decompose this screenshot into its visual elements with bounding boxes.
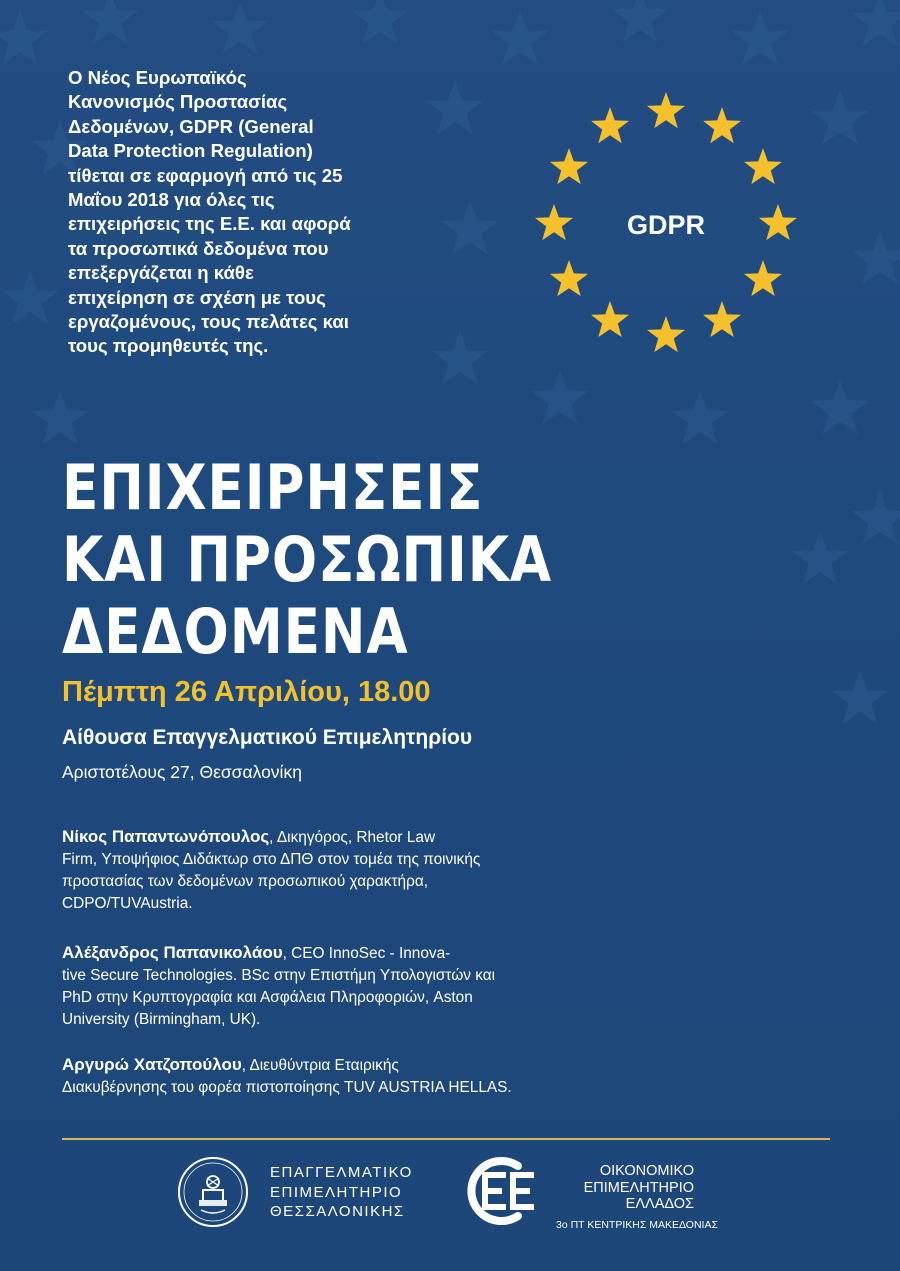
background-star-icon <box>731 10 788 64</box>
background-star-icon <box>81 0 138 44</box>
speaker-first-line <box>62 942 582 965</box>
oee-logo-line: ΟΙΚΟΝΟΜΙΚΟ <box>599 1163 694 1179</box>
background-star-icon <box>491 10 548 64</box>
emblem-star-icon <box>744 148 782 184</box>
eet-seal-logo-icon <box>177 1156 249 1228</box>
footer-divider <box>62 1138 830 1140</box>
background-star-icon <box>531 370 588 424</box>
oee-logo-line: ΕΠΙΜΕΛΗΤΗΡΙΟ <box>583 1179 694 1196</box>
background-star-icon <box>431 330 488 384</box>
speaker-first-line <box>62 1054 582 1077</box>
intro-line: επιχειρήσεις της Ε.Ε. και αφορά <box>68 213 351 235</box>
speaker-bio-line: tive Secure Technologies. BSc στην Επιστήμη Υπολογιστών και <box>62 967 496 984</box>
background-star-icon <box>831 670 888 724</box>
intro-line: τα προσωπικά δεδομένα που <box>68 237 329 259</box>
oee-logo-text <box>556 1163 718 1233</box>
oee-logo-icon <box>452 1152 548 1230</box>
oee-logo-subtitle: 3ο ΠΤ ΚΕΝΤΡΙΚΗΣ ΜΑΚΕΔΟΝΙΑΣ <box>556 1218 718 1231</box>
event-address: Αριστοτέλους 27, Θεσσαλονίκη <box>62 762 302 782</box>
headline-line: ΚΑΙ ΠΡΟΣΩΠΙΚΑ <box>62 523 552 596</box>
emblem-star-icon <box>744 260 782 296</box>
headline-line: ΔΕΔΟΜΕΝΑ <box>62 595 409 668</box>
background-star-icon <box>441 200 498 254</box>
speaker-bio-line: CDPO/TUVAustria. <box>62 895 193 912</box>
eet-logo-line: ΕΠΑΓΓΕΛΜΑΤΙΚΟ <box>270 1164 413 1181</box>
intro-line: τίθεται σε εφαρμογή από τις 25 <box>68 164 343 186</box>
speaker-bio-line: Firm, Υποψήφιος Διδάκτωρ στο ΔΠΘ στον τομέα της ποινικής <box>62 851 481 868</box>
intro-line: Κανονισμός Προστασίας <box>68 91 288 113</box>
emblem-star-icon <box>647 92 685 128</box>
speaker-name: Αλέξανδρος Παπανικολάου <box>62 943 283 962</box>
intro-paragraph <box>68 66 408 359</box>
emblem-star-icon <box>647 316 685 352</box>
emblem-star-icon <box>759 204 797 240</box>
speaker-2 <box>62 942 582 1031</box>
emblem-star-icon <box>591 301 629 337</box>
emblem-star-icon <box>703 107 741 143</box>
speaker-bio-line: PhD στην Κρυπτογραφία και Ασφάλεια Πληροφοριών, Aston <box>62 989 473 1006</box>
headline-line: ΕΠΙΧΕΙΡΗΣΕΙΣ <box>62 451 484 524</box>
gdpr-label: GDPR <box>626 210 706 240</box>
intro-line: Data Protection Regulation) <box>68 140 313 162</box>
background-star-icon <box>611 0 668 42</box>
background-star-icon <box>1 270 58 324</box>
speaker-name: Νίκος Παπαντωνόπουλος <box>62 827 270 846</box>
speaker-title: , CEO InnoSec - Innova- <box>282 945 451 962</box>
speaker-first-line <box>62 826 582 849</box>
emblem-star-icon <box>591 107 629 143</box>
emblem-star-icon <box>550 148 588 184</box>
emblem-star-icon <box>535 204 573 240</box>
event-date-time: Πέμπτη 26 Απριλίου, 18.00 <box>62 676 431 708</box>
oee-logo-line: ΕΛΛΑΔΟΣ <box>625 1196 694 1212</box>
speaker-bio-line: Διακυβέρνησης του φορέα πιστοποίησης TUV AUSTRIA HELLAS. <box>62 1079 512 1096</box>
speaker-bio-line: University (Birmingham, UK). <box>62 1011 261 1028</box>
speaker-title: , Διευθύντρια Εταιρικής <box>241 1057 399 1074</box>
eet-logo-line: ΘΕΣΣΑΛΟΝΙΚΗΣ <box>270 1203 405 1220</box>
emblem-star-icon <box>703 301 741 337</box>
background-star-icon <box>426 80 483 134</box>
intro-line: τους προμηθευτές της. <box>68 335 269 357</box>
background-star-icon <box>211 0 268 54</box>
intro-line: Ο Νέος Ευρωπαϊκός <box>68 67 247 88</box>
speaker-3 <box>62 1054 582 1099</box>
background-star-icon <box>851 0 900 46</box>
speaker-1 <box>62 826 582 915</box>
background-star-icon <box>671 390 728 444</box>
intro-line: επεξεργάζεται η κάθε <box>68 262 254 284</box>
background-star-icon <box>811 90 868 144</box>
background-star-icon <box>851 230 900 284</box>
event-venue: Αίθουσα Επαγγελματικού Επιμελητηρίου <box>62 726 473 749</box>
eet-logo-text <box>270 1163 413 1222</box>
intro-line: Δεδομένων, GDPR (General <box>68 115 314 137</box>
speaker-name: Αργυρώ Χατζοπούλου <box>62 1055 242 1074</box>
background-star-icon <box>31 390 88 444</box>
emblem-star-icon <box>550 260 588 296</box>
background-star-icon <box>811 380 868 434</box>
speaker-bio-line: προστασίας των δεδομένων προσωπικού χαρακτήρα, <box>62 873 429 890</box>
intro-line: εργαζομένους, τους πελάτες και <box>68 311 349 333</box>
intro-line: επιχείρηση σε σχέση με τους <box>68 286 326 308</box>
speaker-title: , Δικηγόρος, Rhetor Law <box>269 829 436 846</box>
background-star-icon <box>791 530 848 584</box>
headline <box>62 452 552 668</box>
background-star-icon <box>0 10 49 64</box>
eu-star-circle-emblem <box>530 88 802 360</box>
intro-line: Μαΐου 2018 για όλες τις <box>68 189 275 211</box>
background-star-icon <box>851 490 900 544</box>
eet-logo-line: ΕΠΙΜΕΛΗΤΗΡΙΟ <box>270 1183 403 1201</box>
background-star-icon <box>351 0 408 44</box>
